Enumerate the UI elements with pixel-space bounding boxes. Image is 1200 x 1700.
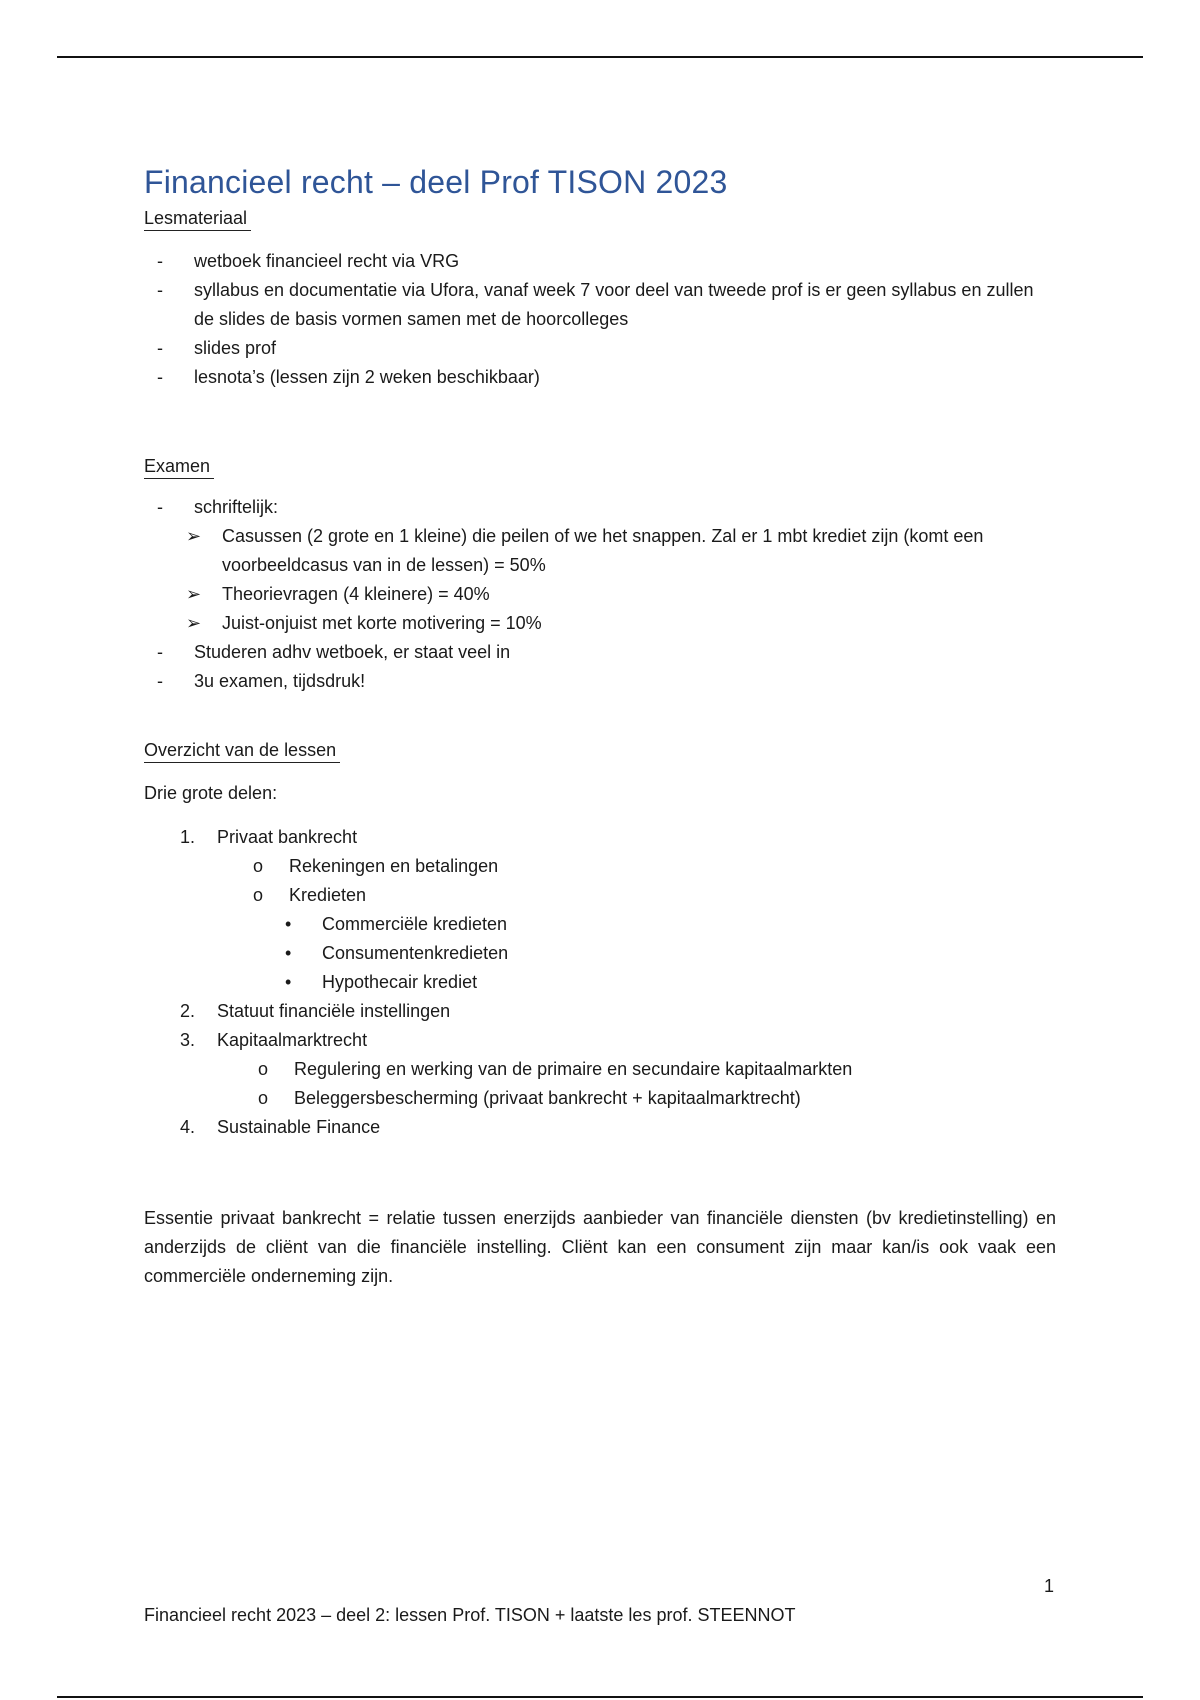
list-item: o Rekeningen en betalingen — [144, 852, 1056, 881]
overzicht-list — [144, 823, 1056, 1142]
section-heading-examen: Examen — [144, 454, 214, 479]
overzicht-intro: Drie grote delen: — [144, 783, 278, 803]
list-item: 3. Kapitaalmarktrecht — [144, 1026, 1056, 1055]
dash-marker: - — [157, 671, 163, 691]
list-item: - slides prof — [144, 334, 1056, 363]
circle-bullet-icon: o — [253, 885, 264, 905]
dash-marker: - — [157, 497, 163, 517]
lesmateriaal-list — [144, 247, 1056, 392]
bullet-dot-icon: • — [285, 943, 292, 963]
circle-bullet-icon: o — [253, 856, 264, 876]
list-item: - 3u examen, tijdsdruk! — [144, 667, 1056, 696]
list-item: ➢ Casussen (2 grote en 1 kleine) die peilen of we het snappen. Zal er 1 mbt krediet zijn (komt een voorbeeldcasus van in de lessen) = 50% — [144, 522, 1056, 580]
header-rule — [57, 56, 1143, 58]
list-item: 4. Sustainable Finance — [144, 1113, 1056, 1142]
list-item: o Regulering en werking van de primaire en secundaire kapitaalmarkten — [144, 1055, 1056, 1084]
list-item: 1. Privaat bankrecht — [144, 823, 1056, 852]
arrow-bullet-icon: ➢ — [186, 526, 202, 546]
document-title: Financieel recht – deel Prof TISON 2023 — [144, 164, 728, 200]
list-item: - syllabus en documentatie via Ufora, vanaf week 7 voor deel van tweede prof is er geen syllabus en zullen de slides de basis vormen samen met de hoorcolleges — [144, 276, 1056, 334]
list-item: • Consumentenkredieten — [144, 939, 1056, 968]
arrow-bullet-icon: ➢ — [186, 613, 202, 633]
list-item: 2. Statuut financiële instellingen — [144, 997, 1056, 1026]
circle-bullet-icon: o — [258, 1059, 269, 1079]
list-item: - Studeren adhv wetboek, er staat veel in — [144, 638, 1056, 667]
list-item: o Kredieten — [144, 881, 1056, 910]
list-item: o Beleggersbescherming (privaat bankrecht + kapitaalmarktrecht) — [144, 1084, 1056, 1113]
list-item: - wetboek financieel recht via VRG — [144, 247, 1056, 276]
list-item: - lesnota’s (lessen zijn 2 weken beschikbaar) — [144, 363, 1056, 392]
number-marker: 4. — [180, 1117, 196, 1137]
list-item: - schriftelijk: — [144, 493, 1056, 522]
list-item: • Commerciële kredieten — [144, 910, 1056, 939]
section-heading-lesmateriaal: Lesmateriaal — [144, 206, 251, 231]
dash-marker: - — [157, 642, 163, 662]
list-item: ➢ Theorievragen (4 kleinere) = 40% — [144, 580, 1056, 609]
circle-bullet-icon: o — [258, 1088, 269, 1108]
dash-marker: - — [157, 367, 163, 387]
footer-rule — [57, 1696, 1143, 1698]
dash-marker: - — [157, 280, 163, 300]
bullet-dot-icon: • — [285, 972, 292, 992]
list-item: ➢ Juist-onjuist met korte motivering = 10% — [144, 609, 1056, 638]
bullet-dot-icon: • — [285, 914, 292, 934]
dash-marker: - — [157, 338, 163, 358]
footer-text: Financieel recht 2023 – deel 2: lessen Prof. TISON + laatste les prof. STEENNOT — [144, 1605, 796, 1625]
number-marker: 3. — [180, 1030, 196, 1050]
number-marker: 2. — [180, 1001, 196, 1021]
section-heading-overzicht: Overzicht van de lessen — [144, 738, 340, 763]
number-marker: 1. — [180, 827, 196, 847]
examen-list — [144, 493, 1056, 696]
page-number: 1 — [1044, 1576, 1055, 1596]
document-body — [144, 160, 1056, 1291]
dash-marker: - — [157, 251, 163, 271]
arrow-bullet-icon: ➢ — [186, 584, 202, 604]
essentie-paragraph: Essentie privaat bankrecht = relatie tussen enerzijds aanbieder van financiële diensten (bv kredietinstelling) en anderzijds de cliënt van die financiële instelling. Cliënt kan een consument zijn maar kan/is ook vaak een commerciële onderneming zijn. — [144, 1208, 1056, 1286]
list-item: • Hypothecair krediet — [144, 968, 1056, 997]
